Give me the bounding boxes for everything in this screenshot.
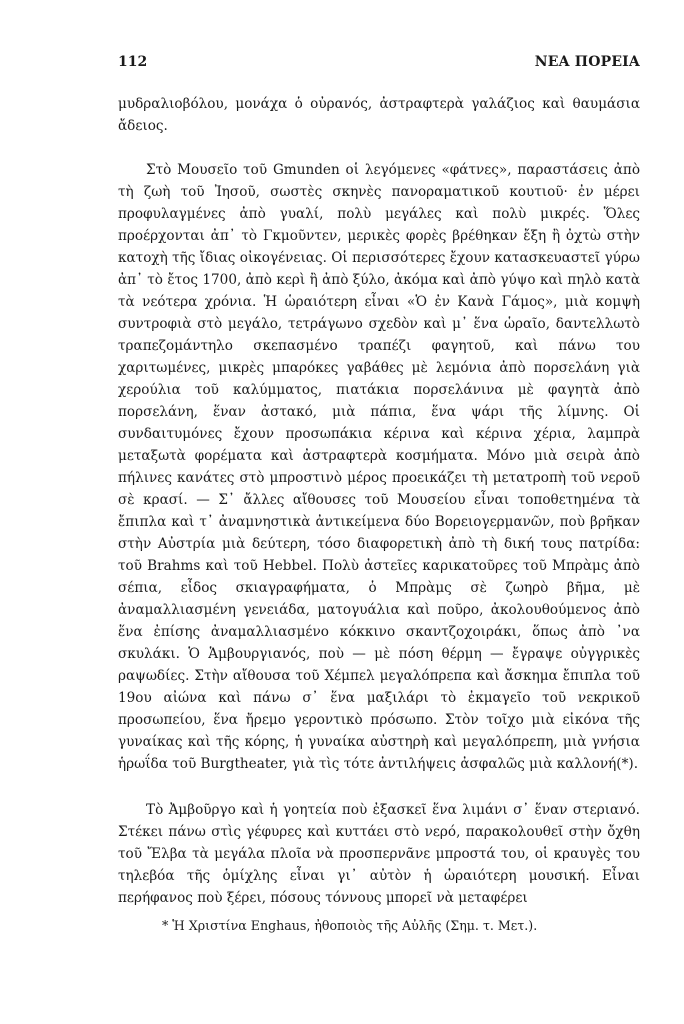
paragraph-continuation: μυδραλιοβόλου, μονάχα ὁ οὐρανός, ἀστραφτερὰ γαλάζιος καὶ θαυμάσια ἄδειος. — [118, 96, 640, 134]
paragraph-gap — [118, 775, 640, 799]
paragraph-gmunden-museum: Στὸ Μουσεῖο τοῦ Gmunden οἱ λεγόμενες «φάτνες», παραστάσεις ἀπὸ τὴ ζωὴ τοῦ Ἰησοῦ, σωστὲς σκηνὲς πανοραματικοῦ κουτιοῦ· ἐν μέρει προφυλαγμένες ἀπὸ γυαλί, πολὺ μεγάλες καὶ πολὺ μικρές. Ὅλες προέρχονται ἀπ᾽ τὸ Γκμοῦντεν, μερικὲς φορὲς βρέθηκαν ἔξη ἢ ὀχτὼ στὴν κατοχὴ τῆς ἴδιας οἰκογένειας. Οἱ περισσότερες ἔχουν κατασκευαστεῖ γύρω ἀπ᾽ τὸ ἔτος 1700, ἀπὸ κερὶ ἢ ἀπὸ ξύλο, ἀκόμα καὶ ἀπὸ γύψο καὶ πηλὸ κατὰ τὰ νεότερα χρόνια. Ἡ ὡραιότερη εἶναι «Ὁ ἐν Κανὰ Γάμος», μιὰ κομψὴ συντροφιὰ στὸ μεγάλο, τετράγωνο σχεδὸν καὶ μ᾽ ἕνα ὡραῖο, δαντελλωτὸ τραπεζομάντηλο σκεπασμένο τραπέζι φαγητοῦ, καὶ πάνω του χαριτωμένες, μικρὲς μπαρόκες γαβάθες μὲ λεμόνια ἀπὸ πορσελάνη γιὰ χερούλια τοῦ καλύμματος, πιατάκια πορσελάνινα μὲ φαγητὰ ἀπὸ πορσελάνη, ἕναν ἀστακό, μιὰ πάπια, ἕνα ψάρι τῆς λίμνης. Οἱ συνδαιτυμόνες ἔχουν προσωπάκια κέρινα καὶ κέρινα χέρια, λαμπρὰ μεταξωτὰ φορέματα καὶ ἀστραφτερὰ κοσμήματα. Μόνο μιὰ σειρὰ ἀπὸ πήλινες κανάτες στὸ μπροστινὸ μέρος προεικάζει τὴ μετατροπὴ τοῦ νεροῦ σὲ κρασί. — Σ᾽ ἄλλες αἴθουσες τοῦ Μουσείου εἶναι τοποθετημένα τὰ ἔπιπλα καὶ τ᾽ ἀναμνηστικὰ ἀντικείμενα δύο Βορειογερμανῶν, ποὺ βρῆκαν στὴν Αὐστρία μιὰ δεύτερη, τόσο διαφορετικὴ ἀπὸ τὴ δική τους πατρίδα: τοῦ Brahms καὶ τοῦ Hebbel. Πολὺ ἀστεῖες καρικατοῦρες τοῦ Μπρὰμς ἀπὸ σέπια, εἶδος σκιαγραφήματα, ὁ Μπρὰμς σὲ ζωηρὸ βῆμα, μὲ ἀναμαλλιασμένη γενειάδα, ματογυάλια καὶ ποῦρο, ἀκολουθούμενος ἀπὸ ἕνα ἐπίσης ἀναμαλλιασμένο κόκκινο σκαντζοχοιράκι, ὅπως ἀπὸ ᾽να σκυλάκι. Ὁ Ἁμβουργιανός, ποὺ — μὲ πόση θέρμη — ἔγραψε οὐγγρικὲς ραψωδίες. Στὴν αἴθουσα τοῦ Χέμπελ μεγαλόπρεπα καὶ ἄσκημα ἔπιπλα τοῦ 19ου αἰώνα καὶ πάνω σ᾽ ἕνα μαξιλάρι τὸ ἐκμαγεῖο τοῦ νεκρικοῦ προσωπείου, ἕνα ἤρεμο γεροντικὸ πρόσωπο. Στὸν τοῖχο μιὰ εἰκόνα τῆς γυναίκας καὶ τῆς κόρης, ἡ γυναίκα αὐστηρὴ καὶ μεγαλόπρεπη, μιὰ γνήσια ἡρωΐδα τοῦ Burgtheater, γιὰ τὶς τότε ἀντιλήψεις ἀσφαλῶς μιὰ καλλονή(*). — [118, 162, 640, 772]
page-number: 112 — [118, 54, 148, 70]
page-header — [118, 54, 640, 74]
running-title: ΝΕΑ ΠΟΡΕΙΑ — [534, 54, 640, 70]
body-text — [118, 93, 640, 909]
paragraph-hamburg: Τὸ Ἀμβοῦργο καὶ ἡ γοητεία ποὺ ἐξασκεῖ ἕνα λιμάνι σ᾽ ἕναν στεριανό. Στέκει πάνω στὶς γέφυρες καὶ κυττάει στὸ νερό, παρακολουθεῖ στὴν ὄχθη τοῦ Ἔλβα τὰ μεγάλα πλοῖα νὰ προσπερνᾶνε μπροστά του, οἱ κραυγὲς του τηλεβόα τῆς ὁμίχλης εἶναι γι᾽ αὐτὸν ἡ ὡραιότερη μουσική. Εἶναι περήφανος ποὺ ξέρει, πόσους τόννους μπορεῖ νὰ μεταφέρει — [118, 802, 640, 906]
footnote: * Ἡ Χριστίνα Enghaus, ἠθοποιὸς τῆς Αὐλῆς (Σημ. τ. Μετ.). — [162, 918, 538, 933]
